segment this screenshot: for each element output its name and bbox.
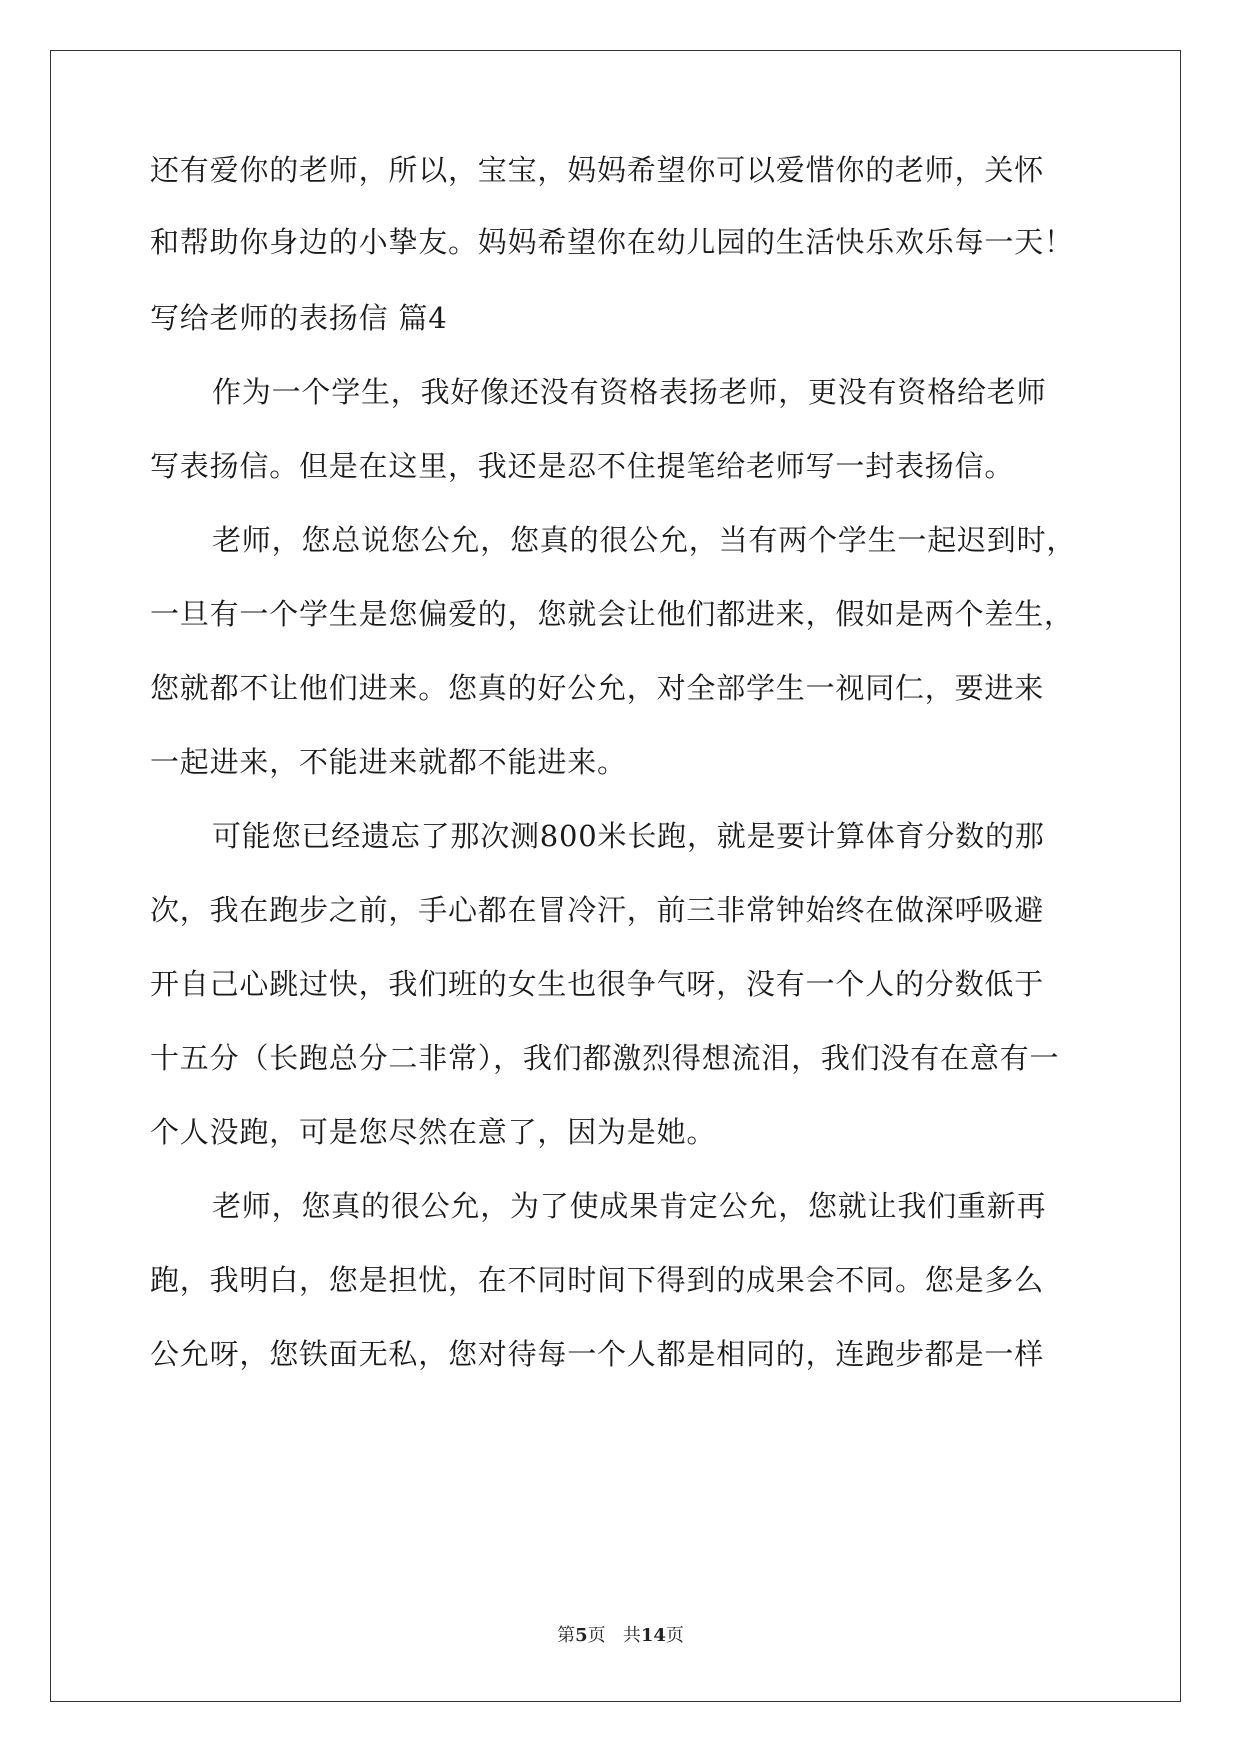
text-line: 个人没跑，可是您尽然在意了，因为是她。 — [150, 1115, 717, 1149]
page-footer — [0, 1624, 1241, 1648]
page-current: 5 — [575, 1625, 588, 1646]
text-line: 一起进来，不能进来就都不能进来。 — [150, 745, 627, 779]
total-prefix: 共 — [622, 1625, 641, 1646]
text-line: 次，我在跑步之前，手心都在冒冷汗，前三非常钟始终在做深呼吸避 — [150, 893, 1045, 927]
text-line: 一旦有一个学生是您偏爱的，您就会让他们都进来，假如是两个差生， — [150, 597, 1074, 631]
paragraph-start: 老师，您总说您公允，您真的很公允，当有两个学生一起迟到时， — [212, 523, 1077, 557]
page-suffix: 页 — [587, 1625, 606, 1646]
text-line: 跑，我明白，您是担忧，在不同时间下得到的成果会不同。您是多么 — [150, 1263, 1045, 1297]
text-line: 十五分（长跑总分二非常），我们都激烈得想流泪，我们没有在意有一 — [150, 1041, 1060, 1075]
page-prefix: 第 — [557, 1625, 576, 1646]
paragraph-start: 老师，您真的很公允，为了使成果肯定公允，您就让我们重新再 — [212, 1189, 1047, 1223]
text-line: 写表扬信。但是在这里，我还是忍不住提笔给老师写一封表扬信。 — [150, 449, 1015, 483]
page-total: 14 — [640, 1625, 666, 1646]
total-suffix: 页 — [665, 1625, 684, 1646]
paragraph-start: 可能您已经遗忘了那次测800米长跑，就是要计算体育分数的那 — [212, 819, 1045, 853]
paragraph-start: 作为一个学生，我好像还没有资格表扬老师，更没有资格给老师 — [212, 375, 1047, 409]
text-line: 和帮助你身边的小挚友。妈妈希望你在幼儿园的生活快乐欢乐每一天！ — [150, 225, 1074, 259]
text-line: 公允呀，您铁面无私，您对待每一个人都是相同的，连跑步都是一样 — [150, 1337, 1045, 1371]
text-line: 开自己心跳过快，我们班的女生也很争气呀，没有一个人的分数低于 — [150, 967, 1045, 1001]
text-line: 还有爱你的老师，所以，宝宝，妈妈希望你可以爱惜你的老师，关怀 — [150, 153, 1045, 187]
section-heading: 写给老师的表扬信 篇4 — [150, 301, 448, 335]
text-line: 您就都不让他们进来。您真的好公允，对全部学生一视同仁，要进来 — [150, 671, 1045, 705]
